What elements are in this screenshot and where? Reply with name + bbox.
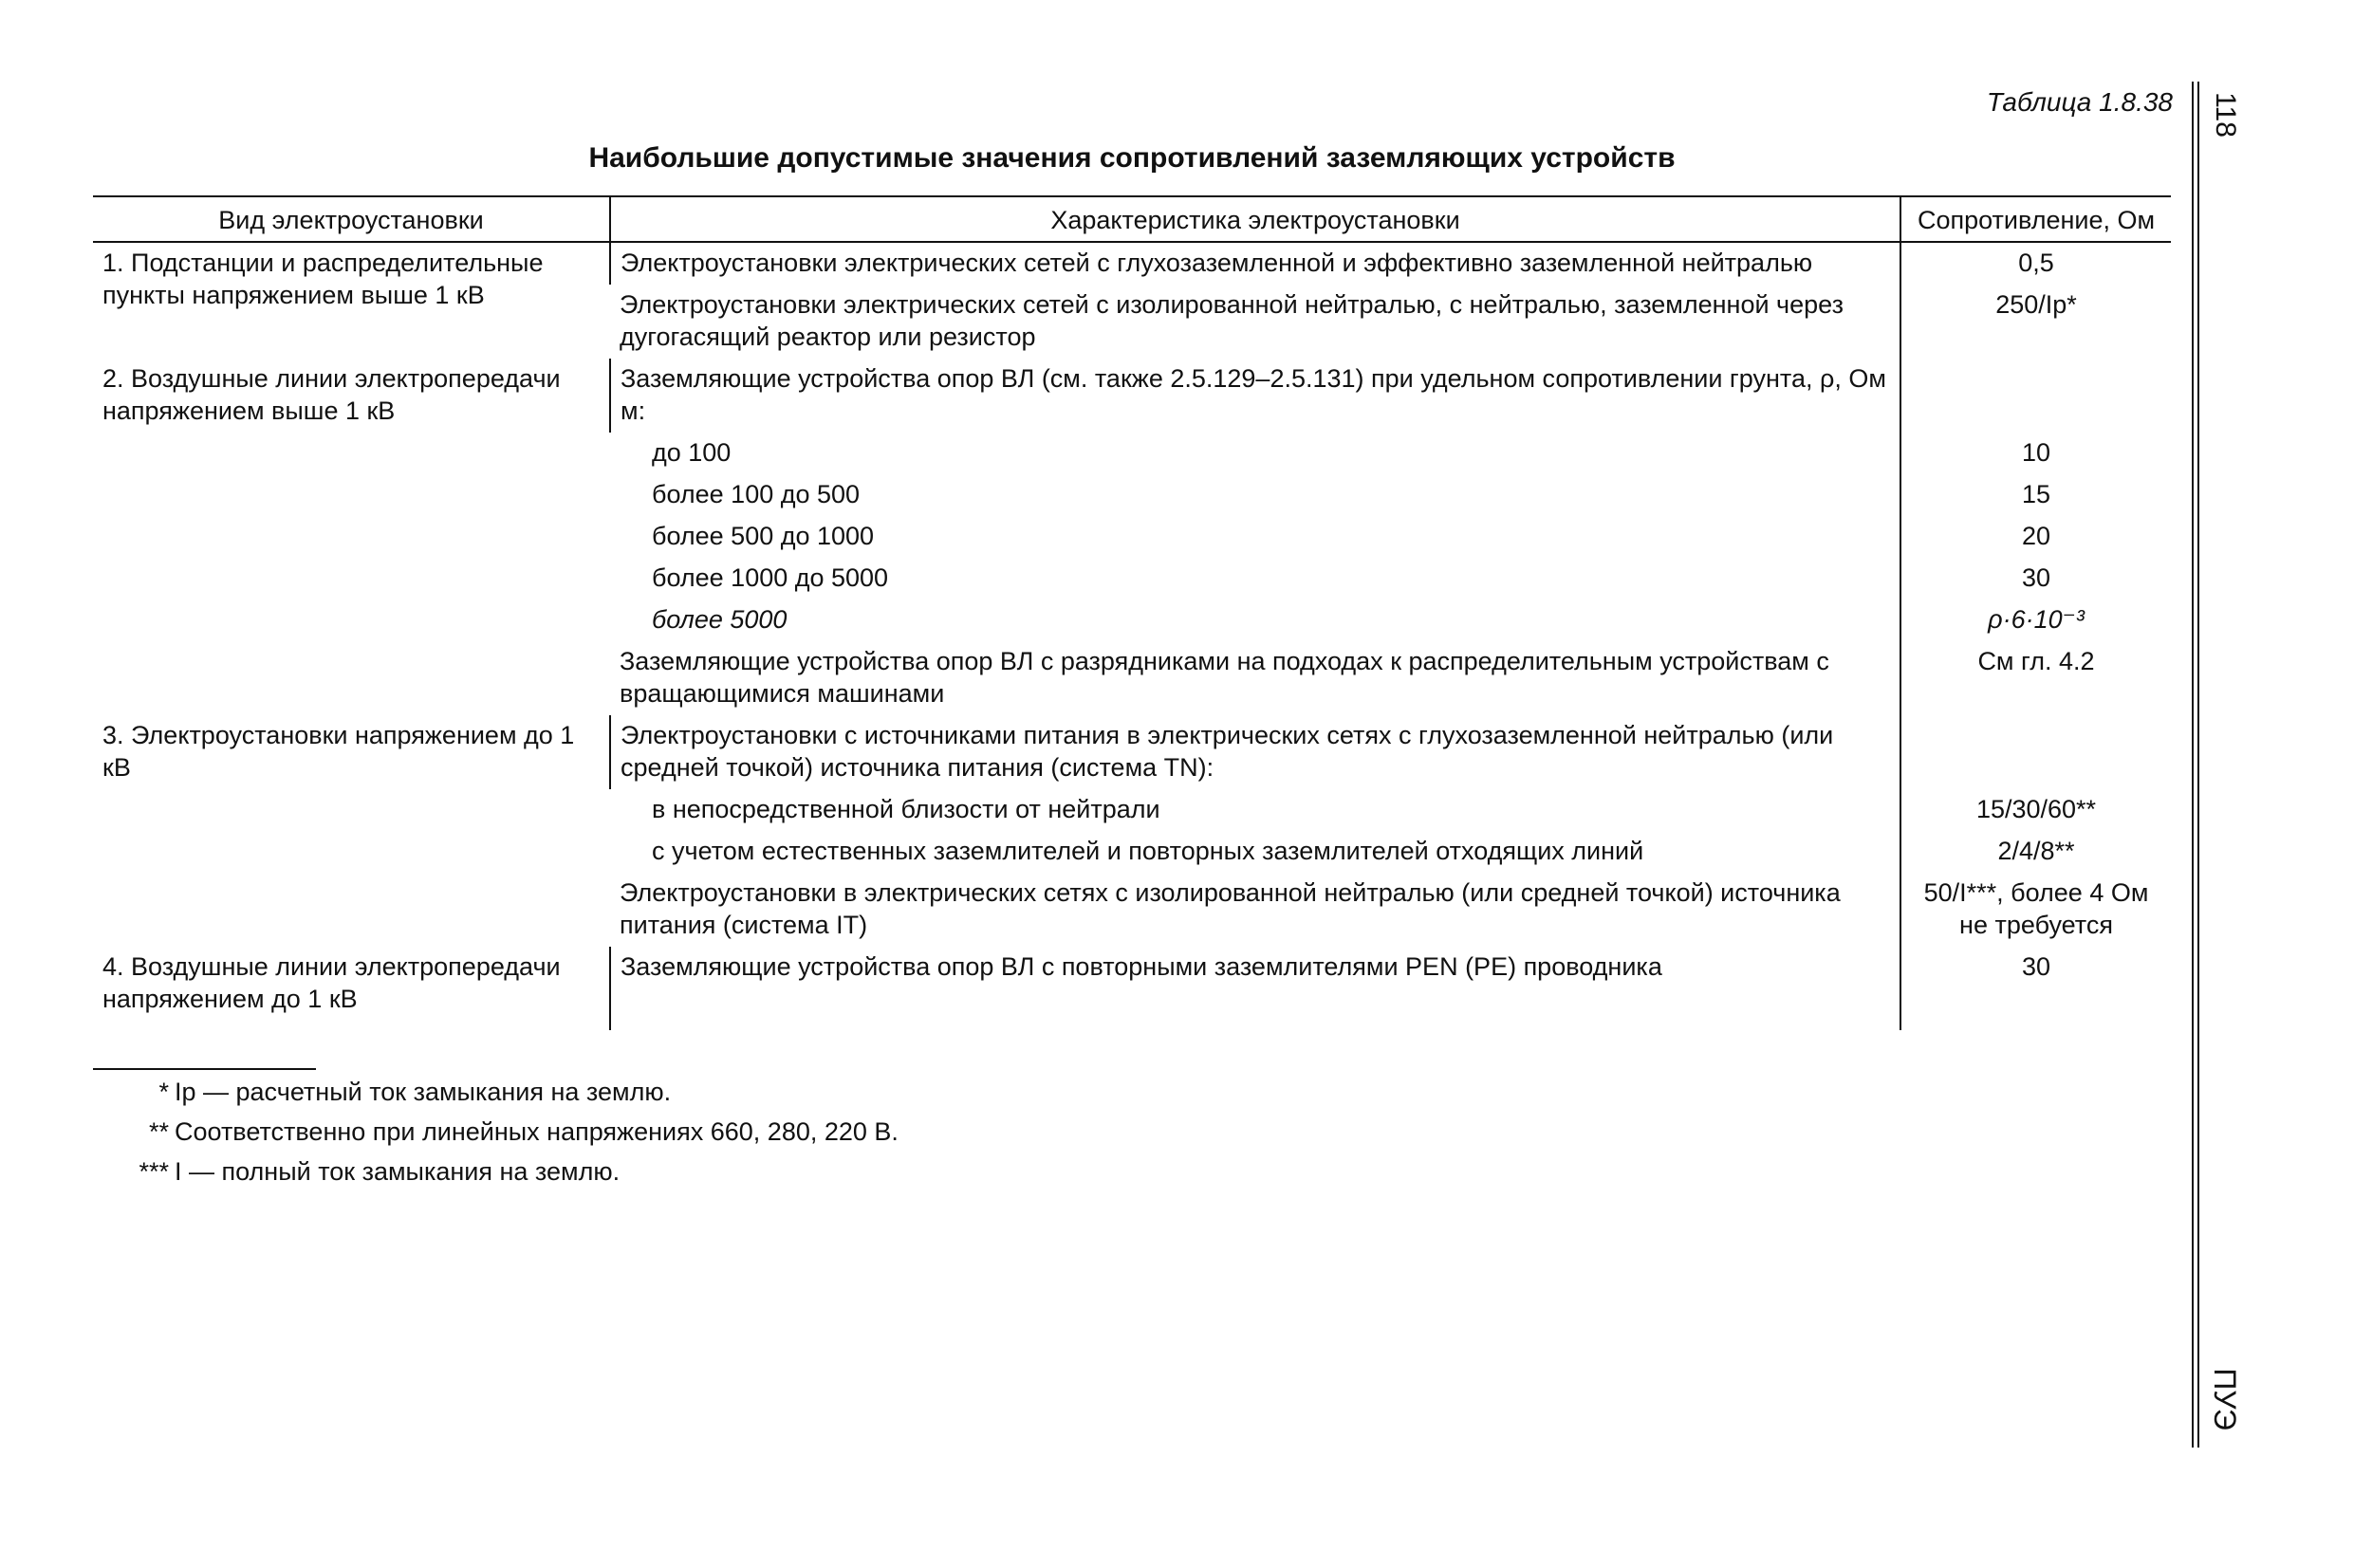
resistance-cell: ρ·6·10⁻³ [1900,600,2171,641]
characteristic-cell: более 100 до 500 [652,480,861,508]
footnote-rule [93,1068,316,1070]
table-row [93,242,2171,285]
type-cell: 2. Воздушные линии электропередачи напряжением выше 1 кВ [102,364,561,425]
column-header-resistance: Сопротивление, Ом [1900,196,2171,242]
type-cell: 4. Воздушные линии электропередачи напряжением до 1 кВ [102,952,561,1013]
characteristic-cell: Электроустановки электрических сетей с изолированной нейтралью, с нейтралью, заземленной через дугогасящий реактор или резистор [620,290,1844,351]
footnote: ** Соответственно при линейных напряжениях 660, 280, 220 В. [148,1117,899,1146]
margin-rule [2197,82,2199,1448]
characteristic-cell: с учетом естественных заземлителей и повторных заземлителей отходящих линий [652,837,1644,865]
characteristic-cell: до 100 [652,438,732,467]
margin-rule [2192,82,2194,1448]
characteristic-cell: Заземляющие устройства опор ВЛ (см. также 2.5.129–2.5.131) при удельном сопротивлении грунта, ρ, Ом м: [610,359,1900,433]
characteristic-cell: Электроустановки в электрических сетях с изолированной нейтралью (или средней точкой) источника питания (система IT) [620,878,1841,939]
resistance-cell: 0,5 [1900,242,2171,285]
resistance-cell: См гл. 4.2 [1900,641,2171,715]
table-header-row [93,196,2171,242]
resistance-cell: 30 [1900,558,2171,600]
resistance-cell: 15/30/60** [1900,789,2171,831]
resistance-cell: 20 [1900,516,2171,558]
footnote: * Iр — расчетный ток замыкания на землю. [158,1078,672,1106]
resistance-table [93,195,2171,1030]
running-head: ПУЭ [2208,1368,2243,1430]
column-header-type: Вид электроустановки [93,196,610,242]
characteristic-cell: в непосредственной близости от нейтрали [652,795,1160,823]
column-header-characteristic: Характеристика электроустановки [610,196,1900,242]
resistance-cell [1900,715,2171,789]
type-cell: 3. Электроустановки напряжением до 1 кВ [102,721,575,782]
characteristic-cell: Заземляющие устройства опор ВЛ с повторными заземлителями PEN (PE) проводника [610,947,1900,1030]
characteristic-cell: Электроустановки с источниками питания в электрических сетях с глухозаземленной нейтралью (или средней точкой) источника питания (система TN): [610,715,1900,789]
resistance-cell: 2/4/8** [1900,831,2171,873]
page-number: 118 [2210,92,2241,138]
resistance-cell: 30 [1900,947,2171,1030]
characteristic-cell: Заземляющие устройства опор ВЛ с разрядниками на подходах к распределительным устройствам с вращающимися машинами [620,647,1829,708]
footnotes [93,1072,1232,1191]
resistance-cell: 250/Iр* [1900,285,2171,359]
table-row [93,715,2171,789]
footnote: *** I — полный ток замыкания на землю. [139,1157,621,1186]
characteristic-cell: Электроустановки электрических сетей с глухозаземленной и эффективно заземленной нейтралью [610,242,1900,285]
resistance-cell: 10 [1900,433,2171,474]
resistance-cell: 15 [1900,474,2171,516]
table-title: Наибольшие допустимые значения сопротивлений заземляющих устройств [588,142,1676,174]
type-cell: 1. Подстанции и распределительные пункты напряжением выше 1 кВ [102,249,544,309]
characteristic-cell: более 500 до 1000 [652,522,875,550]
resistance-cell [1900,359,2171,433]
table-row [93,947,2171,1030]
table-label: Таблица 1.8.38 [1986,87,2173,117]
characteristic-cell: более 5000 [652,605,788,634]
resistance-cell: 50/I***, более 4 Ом не требуется [1900,873,2171,947]
table-row [93,359,2171,433]
characteristic-cell: более 1000 до 5000 [652,563,889,592]
